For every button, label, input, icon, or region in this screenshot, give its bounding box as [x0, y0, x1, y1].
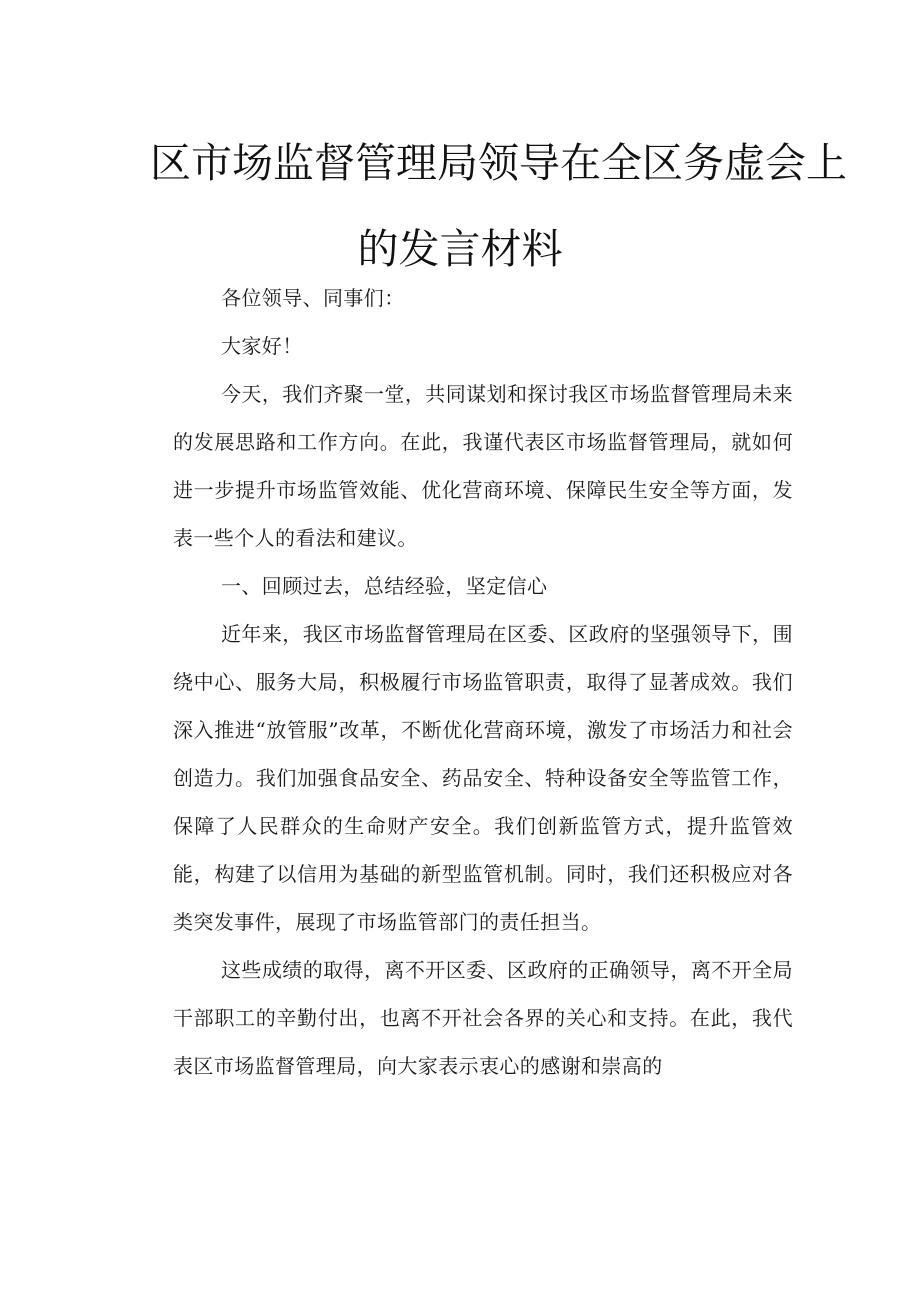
document-title-line-1: 区市场监督管理局领导在全区务虚会上 [150, 139, 847, 187]
salutation: 各位领导、同事们： [221, 286, 405, 310]
greeting: 大家好！ [221, 334, 303, 358]
document-title-line-2: 的发言材料 [357, 225, 563, 273]
paragraph-intro: 今天，我们齐聚一堂，共同谋划和探讨我区市场监督管理局未来的发展思路和工作方向。在此，我谨代表区市场监督管理局，就如何进一步提升市场监管效能、优化营商环境、保障民生安全等方面，发表一些个人的看法和建议。 [173, 382, 793, 550]
document-body [173, 274, 793, 1090]
paragraph-thanks: 这些成绩的取得，离不开区委、区政府的正确领导，离不开全局干部职工的辛勤付出，也离不开社会各界的关心和支持。在此，我代表区市场监督管理局，向大家表示衷心的感谢和崇高的 [173, 958, 793, 1078]
section-heading-1: 一、回顾过去，总结经验，坚定信心 [221, 574, 548, 598]
paragraph-achievements: 近年来，我区市场监督管理局在区委、区政府的坚强领导下，围绕中心、服务大局，积极履行市场监管职责，取得了显著成效。我们深入推进“放管服”改革，不断优化营商环境，激发了市场活力和社会创造力。我们加强食品安全、药品安全、特种设备安全等监管工作，保障了人民群众的生命财产安全。我们创新监管方式，提升监管效能，构建了以信用为基础的新型监管机制。同时，我们还积极应对各类突发事件，展现了市场监管部门的责任担当。 [173, 622, 793, 934]
